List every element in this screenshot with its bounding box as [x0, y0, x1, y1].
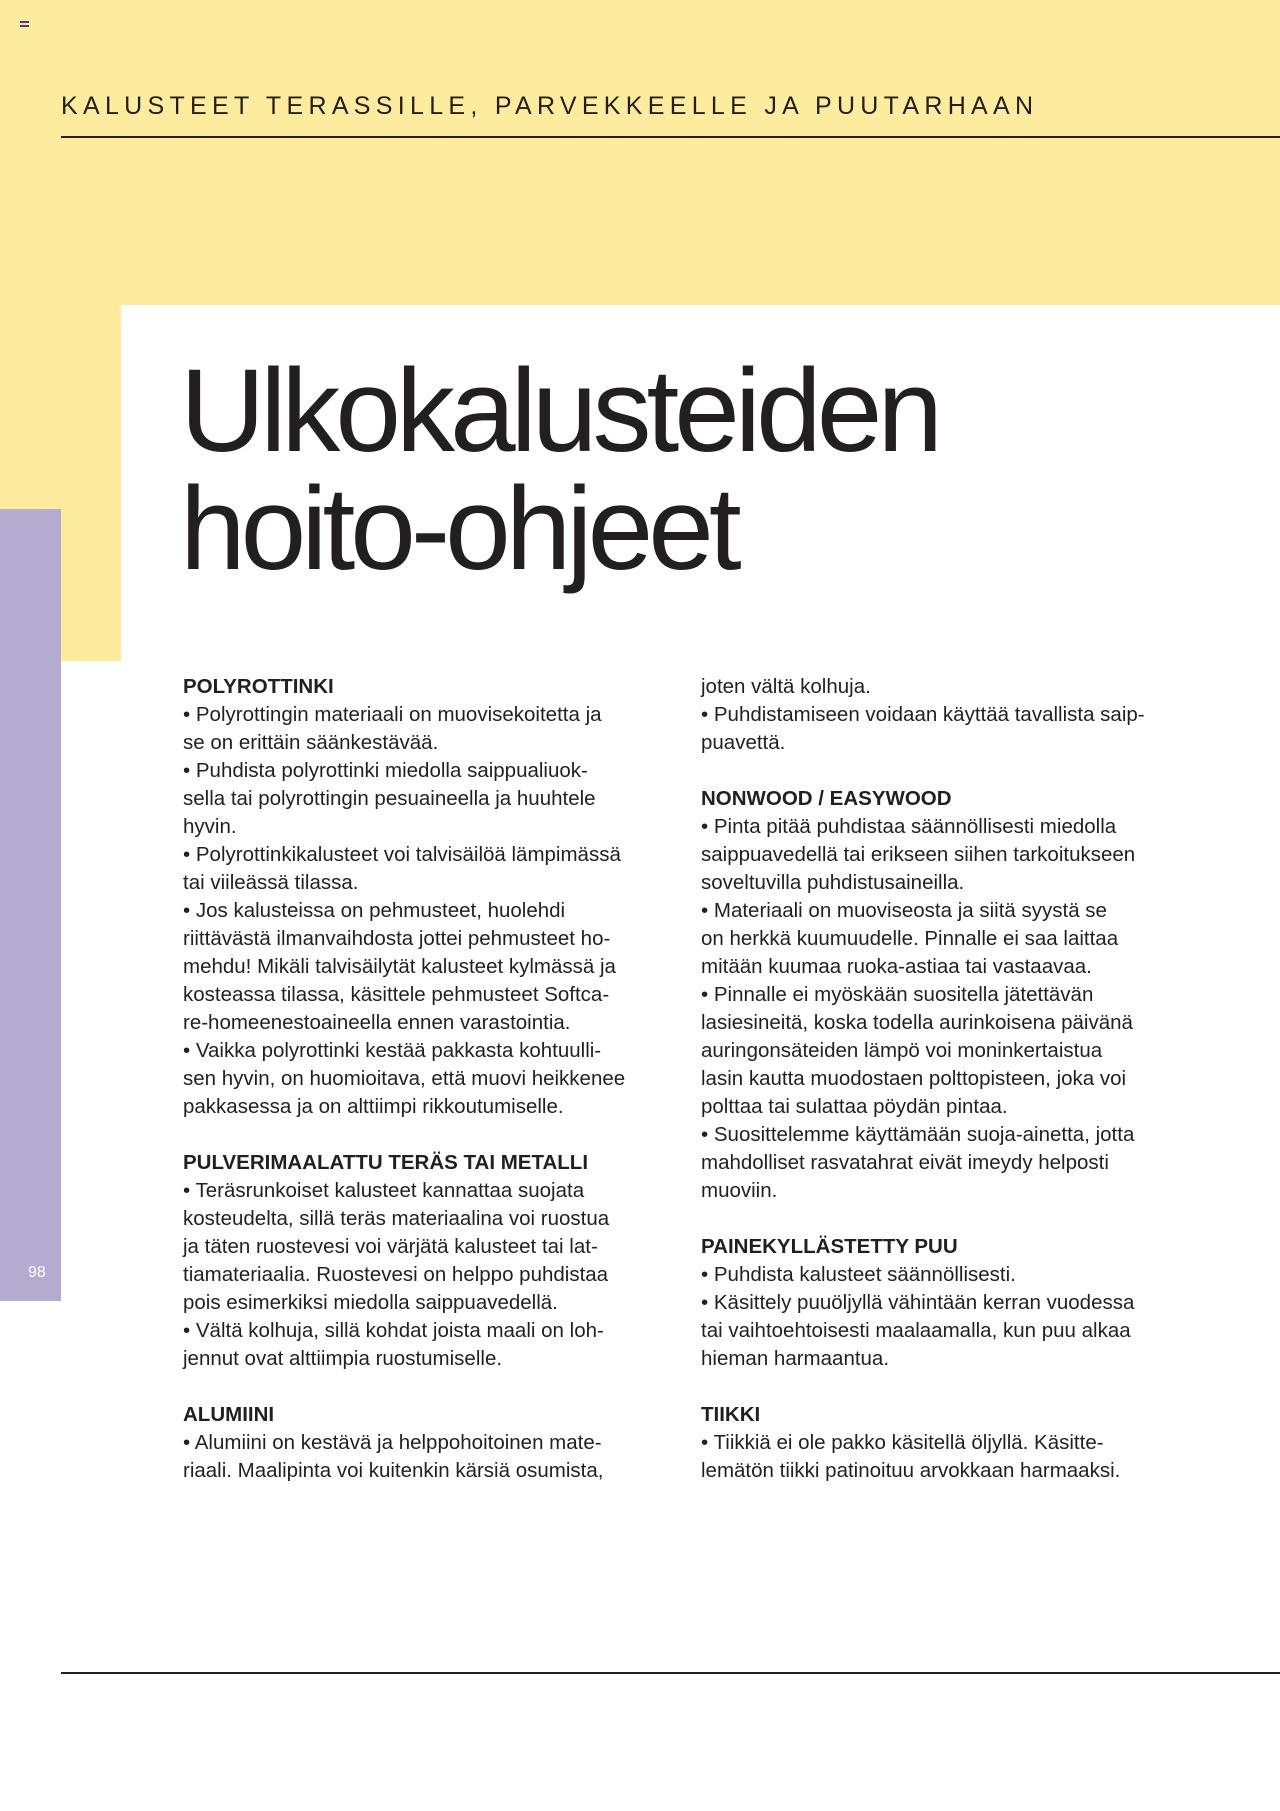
text-line: • Jos kalusteissa on pehmusteet, huolehdi	[183, 899, 566, 922]
text-line: • Käsittely puuöljyllä vähintään kerran vuodessa	[701, 1291, 1135, 1314]
header-background	[0, 0, 1280, 305]
page-title-line-2: hoito-ohjeet	[180, 463, 737, 595]
text-line: • Tiikkiä ei ole pakko käsitellä öljyllä. Käsitte-	[701, 1431, 1104, 1454]
section-heading-tiikki: TIIKKI	[701, 1403, 761, 1426]
text-line: hieman harmaantua.	[701, 1347, 890, 1370]
text-line: • Suosittelemme käyttämään suoja-ainetta, jotta	[701, 1123, 1135, 1146]
text-line: tiamateriaalia. Ruostevesi on helppo puhdistaa	[183, 1263, 609, 1286]
text-line: re-homeenestoaineella ennen varastointia.	[183, 1011, 571, 1034]
menu-icon	[20, 21, 29, 29]
text-line: puavettä.	[701, 731, 786, 754]
text-line: • Pinta pitää puhdistaa säännöllisesti miedolla	[701, 815, 1117, 838]
text-line: kosteudelta, sillä teräs materiaalina voi ruostua	[183, 1207, 610, 1230]
text-line: muoviin.	[701, 1179, 778, 1202]
text-line: riaali. Maalipinta voi kuitenkin kärsiä osumista,	[183, 1459, 604, 1482]
text-line: on herkkä kuumuudelle. Pinnalle ei saa laittaa	[701, 927, 1119, 950]
section-heading-metalli: PULVERIMAALATTU TERÄS TAI METALLI	[183, 1151, 589, 1174]
text-line: • Puhdista polyrottinki miedolla saippualiuok-	[183, 759, 588, 782]
text-line: pakkasessa ja on alttiimpi rikkoutumiselle.	[183, 1095, 564, 1118]
text-line: ja täten ruostevesi voi värjätä kalusteet tai lat-	[183, 1235, 598, 1258]
section-header: KALUSTEET TERASSILLE, PARVEKKEELLE JA PUUTARHAAN	[61, 92, 1039, 120]
page-title	[180, 345, 939, 595]
text-line: mitään kuumaa ruoka-astiaa tai vastaavaa.	[701, 955, 1092, 978]
text-line: • Puhdistamiseen voidaan käyttää tavallista saip-	[701, 703, 1145, 726]
text-line: polttaa tai sulattaa pöydän pintaa.	[701, 1095, 1008, 1118]
section-heading-painekyllastetty: PAINEKYLLÄSTETTY PUU	[701, 1235, 958, 1258]
section-heading-polyrottinki: POLYROTTINKI	[183, 675, 334, 698]
text-line: sella tai polyrottingin pesuaineella ja huuhtele	[183, 787, 596, 810]
text-line: soveltuvilla puhdistusaineilla.	[701, 871, 965, 894]
section-heading-alumiini: ALUMIINI	[183, 1403, 275, 1426]
text-line: lasiesineitä, koska todella aurinkoisena päivänä	[701, 1011, 1133, 1034]
text-line: kosteassa tilassa, käsittele pehmusteet Softca-	[183, 983, 610, 1006]
text-line: tai vaihtoehtoisesti maalaamalla, kun puu alkaa	[701, 1319, 1131, 1342]
text-line: mahdolliset rasvatahrat eivät imeydy helposti	[701, 1151, 1109, 1174]
left-column	[183, 673, 658, 1485]
text-line: • Polyrottinkikalusteet voi talvisäilöä lämpimässä	[183, 843, 621, 866]
page-title-line-1: Ulkokalusteiden	[180, 345, 939, 477]
section-heading-nonwood: NONWOOD / EASYWOOD	[701, 787, 952, 810]
text-line: mehdu! Mikäli talvisäilytät kalusteet kylmässä ja	[183, 955, 616, 978]
header-divider	[61, 136, 1280, 138]
text-line: jennut ovat alttiimpia ruostumiselle.	[183, 1347, 503, 1370]
text-line: riittävästä ilmanvaihdosta jottei pehmusteet ho-	[183, 927, 611, 950]
text-line: • Polyrottingin materiaali on muovisekoitetta ja	[183, 703, 602, 726]
text-line: pois esimerkiksi miedolla saippuavedellä.	[183, 1291, 558, 1314]
text-line: lasin kautta muodostaen polttopisteen, joka voi	[701, 1067, 1127, 1090]
left-accent-purple	[0, 509, 61, 1301]
text-line: • Materiaali on muoviseosta ja siitä syystä se	[701, 899, 1107, 922]
text-line: • Pinnalle ei myöskään suositella jätettävän	[701, 983, 1094, 1006]
text-line: • Vältä kolhuja, sillä kohdat joista maali on loh-	[183, 1319, 604, 1342]
text-line: lemätön tiikki patinoituu arvokkaan harmaaksi.	[701, 1459, 1121, 1482]
text-line: hyvin.	[183, 815, 237, 838]
text-line: auringonsäteiden lämpö voi moninkertaistua	[701, 1039, 1103, 1062]
text-line: • Teräsrunkoiset kalusteet kannattaa suojata	[183, 1179, 585, 1202]
text-line: • Puhdista kalusteet säännöllisesti.	[701, 1263, 1016, 1286]
text-line: sen hyvin, on huomioitava, että muovi heikkenee	[183, 1067, 626, 1090]
text-line: • Alumiini on kestävä ja helppohoitoinen mate-	[183, 1431, 602, 1454]
text-line: tai viileässä tilassa.	[183, 871, 359, 894]
text-line: saippuavedellä tai erikseen siihen tarkoitukseen	[701, 843, 1136, 866]
text-line: • Vaikka polyrottinki kestää pakkasta kohtuulli-	[183, 1039, 602, 1062]
text-line: joten vältä kolhuja.	[701, 675, 871, 698]
right-column	[701, 673, 1176, 1485]
page-number: 98	[28, 1264, 46, 1281]
footer-divider	[61, 1672, 1280, 1674]
text-line: se on erittäin säänkestävää.	[183, 731, 439, 754]
